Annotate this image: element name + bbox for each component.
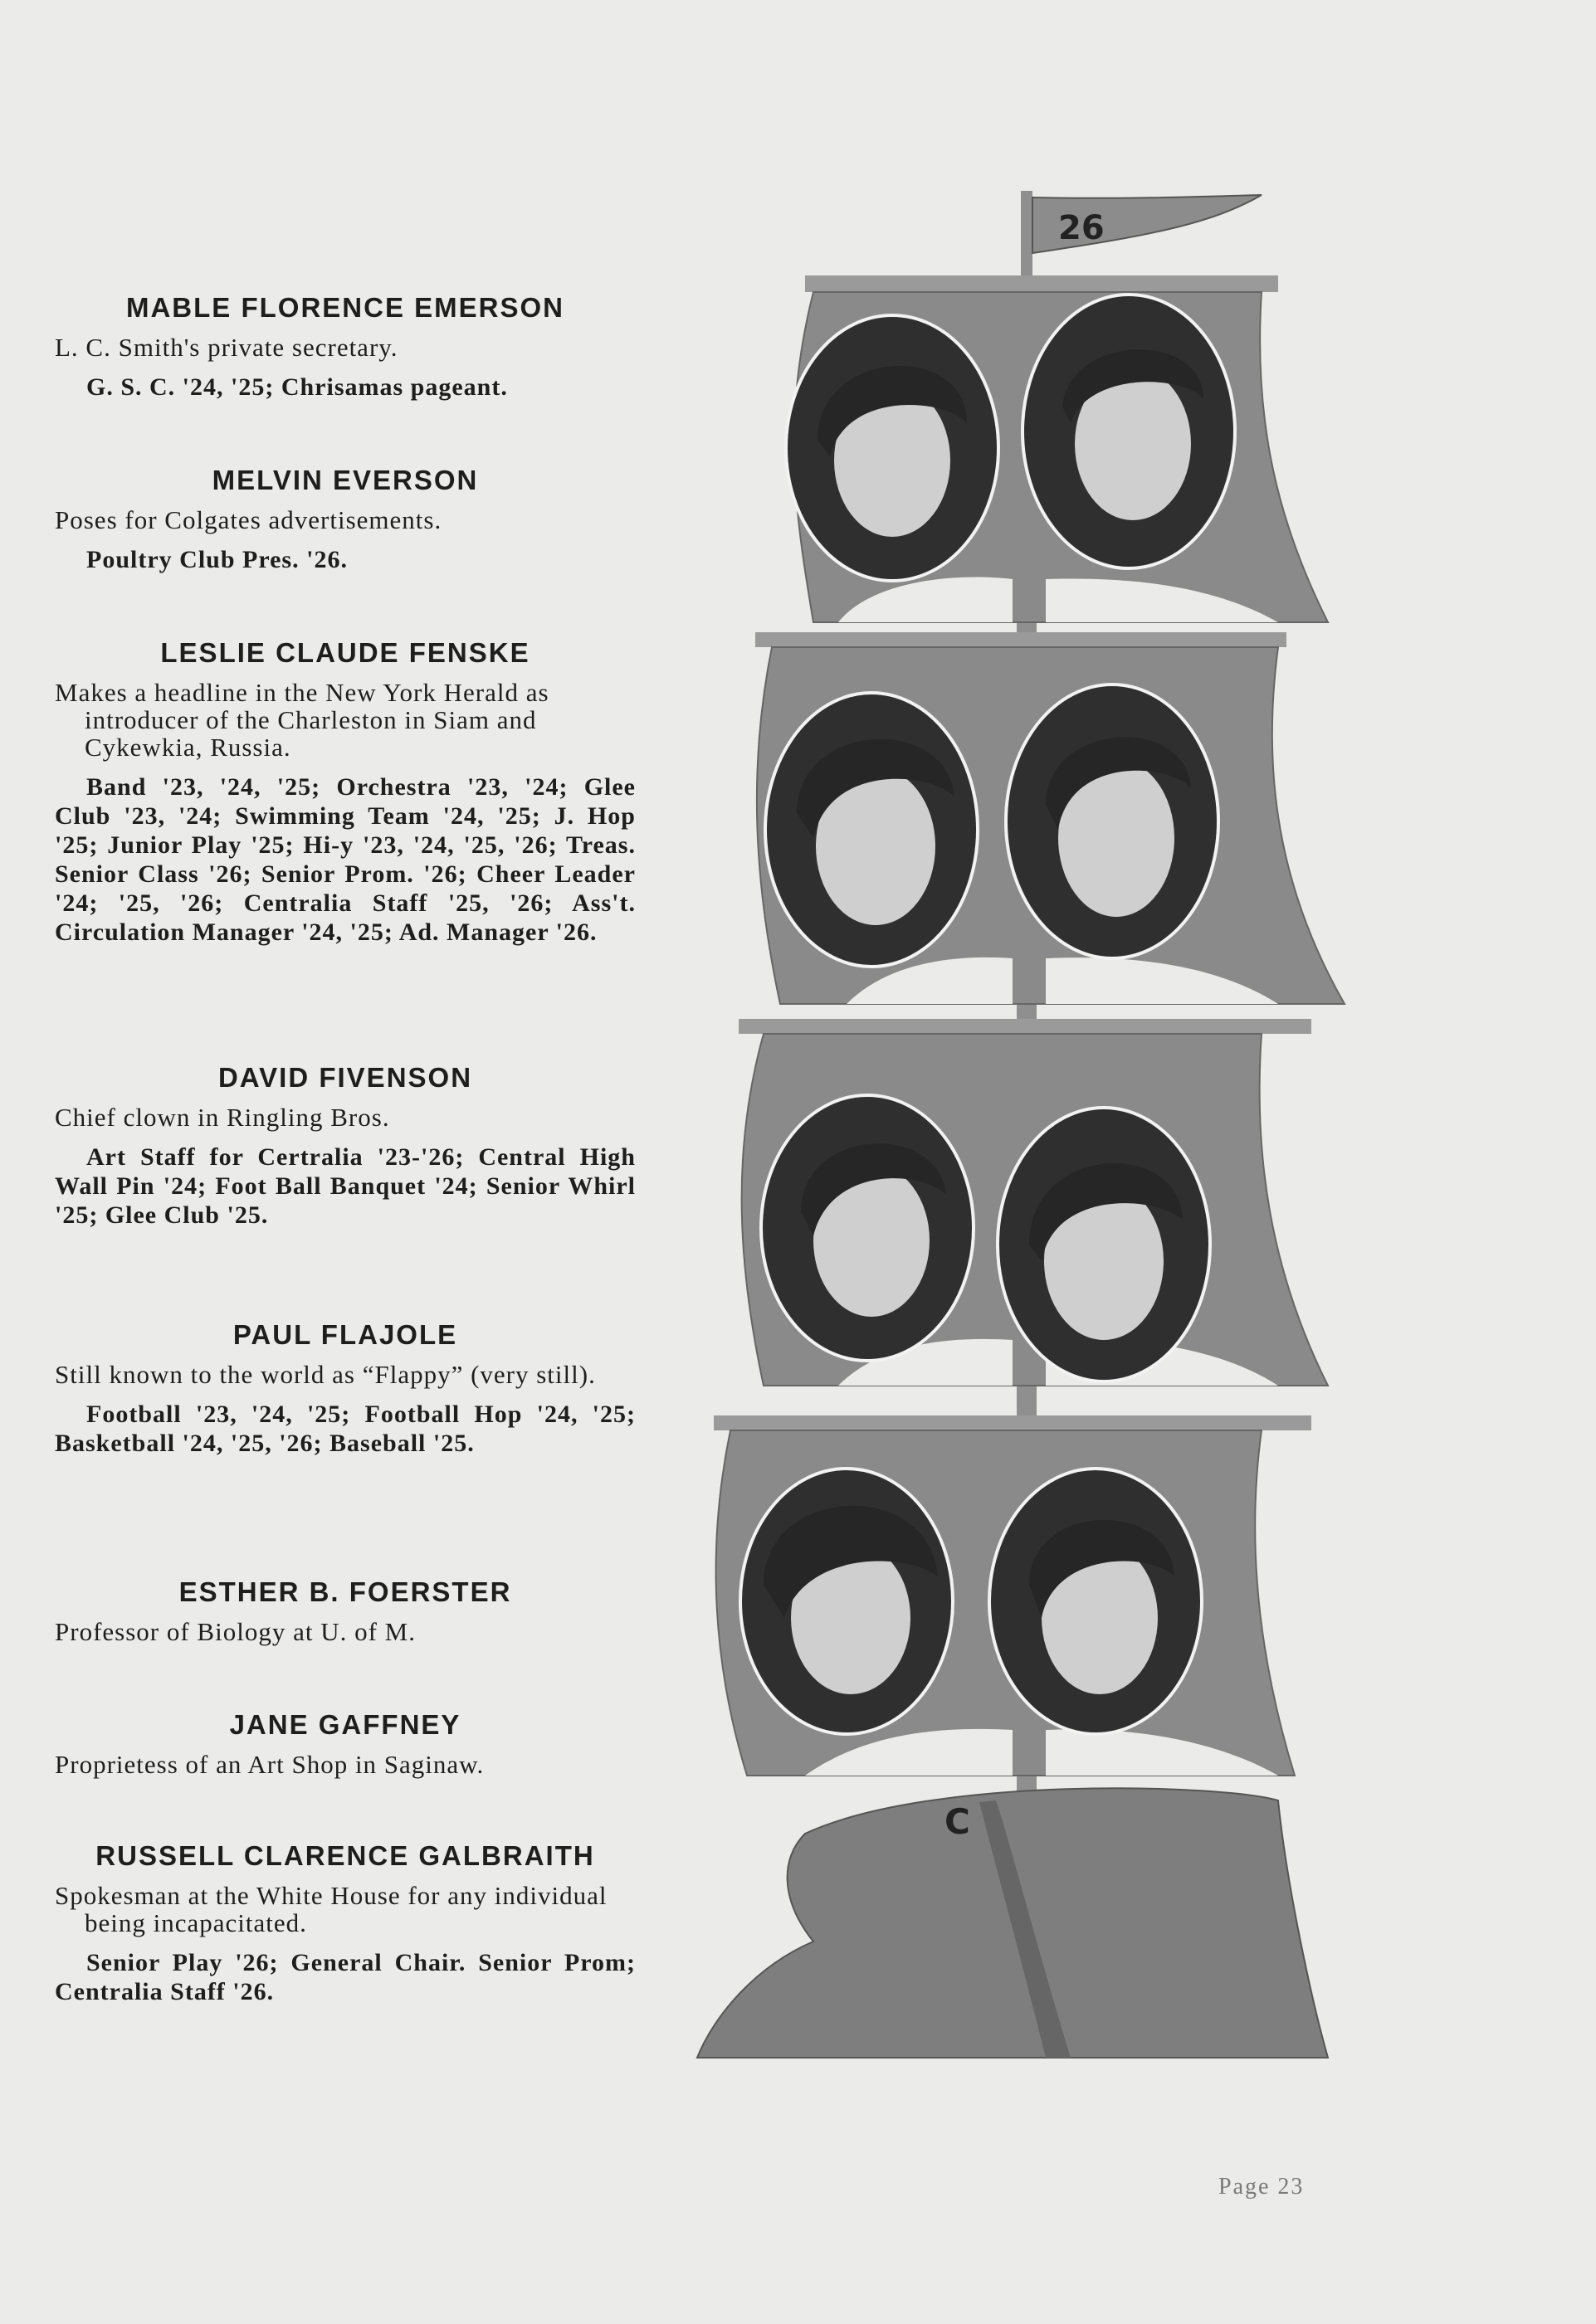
entry-gaffney [55, 1709, 636, 1778]
entry-flajole [55, 1319, 636, 1458]
hull-letter: C [944, 1801, 970, 1842]
entry-name: RUSSELL CLARENCE GALBRAITH [95, 1840, 595, 1871]
entry-prophecy: Chief clown in Ringling Bros. [55, 1103, 390, 1132]
entry-activities: Football '23, '24, '25; Football Hop '24, '25; Basketball '24, '25, '26; Baseball '25. [55, 1401, 636, 1457]
entry-prophecy: Poses for Colgates advertisements. [55, 505, 442, 534]
entry-galbraith [55, 1840, 636, 2006]
entry-prophecy: Spokesman at the White House for any individual being incapacitated. [55, 1881, 608, 1937]
portrait-6 [998, 1108, 1210, 1381]
portrait-3 [765, 693, 978, 967]
portrait-1 [786, 315, 998, 581]
entry-activities: Band '23, '24, '25; Orchestra '23, '24; Glee Club '23, '24; Swimming Team '24, '25; J. Hop '25; Junior Play '25; Hi-y '23, '24, '25, '26; Treas. Senior Class '26; Senior Prom. '26; Cheer Leader '24; '25, '26; Centralia Staff '25, '26; Ass't. Circulation Manager '24, '25; Ad. Manager '26. [55, 773, 636, 946]
entry-prophecy: Makes a headline in the New York Herald as introducer of the Charleston in Siam and Cykewkia, Russia. [55, 678, 549, 762]
yard-2 [755, 632, 1286, 647]
entry-name: LESLIE CLAUDE FENSKE [160, 637, 530, 668]
portrait-4 [1006, 685, 1218, 958]
entry-foerster [55, 1576, 636, 1645]
ship-illustration [681, 174, 1394, 2083]
portrait-2 [1023, 295, 1235, 568]
yard-4 [714, 1415, 1311, 1430]
entry-prophecy: Still known to the world as “Flappy” (very still). [55, 1360, 596, 1389]
page-number: Page 23 [1218, 2174, 1305, 2200]
entry-name: ESTHER B. FOERSTER [178, 1576, 512, 1607]
entry-fenske [55, 637, 636, 947]
entry-activities: G. S. C. '24, '25; Chrisamas pageant. [86, 373, 508, 401]
entry-everson [55, 465, 636, 574]
entry-activities: Senior Play '26; General Chair. Senior Prom; Centralia Staff '26. [55, 1949, 636, 2005]
entry-name: DAVID FIVENSON [217, 1062, 473, 1093]
entry-name: MELVIN EVERSON [212, 465, 479, 495]
portrait-5 [761, 1095, 974, 1361]
entry-activities: Poultry Club Pres. '26. [86, 546, 348, 573]
portrait-8 [989, 1469, 1202, 1734]
entry-prophecy: Proprietess of an Art Shop in Saginaw. [55, 1750, 485, 1779]
entry-prophecy: L. C. Smith's private secretary. [55, 333, 398, 362]
yard-1 [805, 275, 1278, 292]
entry-name: JANE GAFFNEY [229, 1709, 461, 1740]
portrait-7 [740, 1469, 953, 1734]
entry-name: PAUL FLAJOLE [232, 1319, 458, 1350]
entry-emerson [55, 292, 636, 402]
flag-text: 26 [1058, 209, 1105, 247]
entry-prophecy: Professor of Biology at U. of M. [55, 1617, 416, 1646]
yard-3 [739, 1019, 1311, 1034]
entry-name: MABLE FLORENCE EMERSON [125, 292, 564, 323]
entry-fivenson [55, 1062, 636, 1230]
entry-activities: Art Staff for Certralia '23-'26; Central High Wall Pin '24; Foot Ball Banquet '24; Senior Whirl '25; Glee Club '25. [55, 1143, 636, 1229]
